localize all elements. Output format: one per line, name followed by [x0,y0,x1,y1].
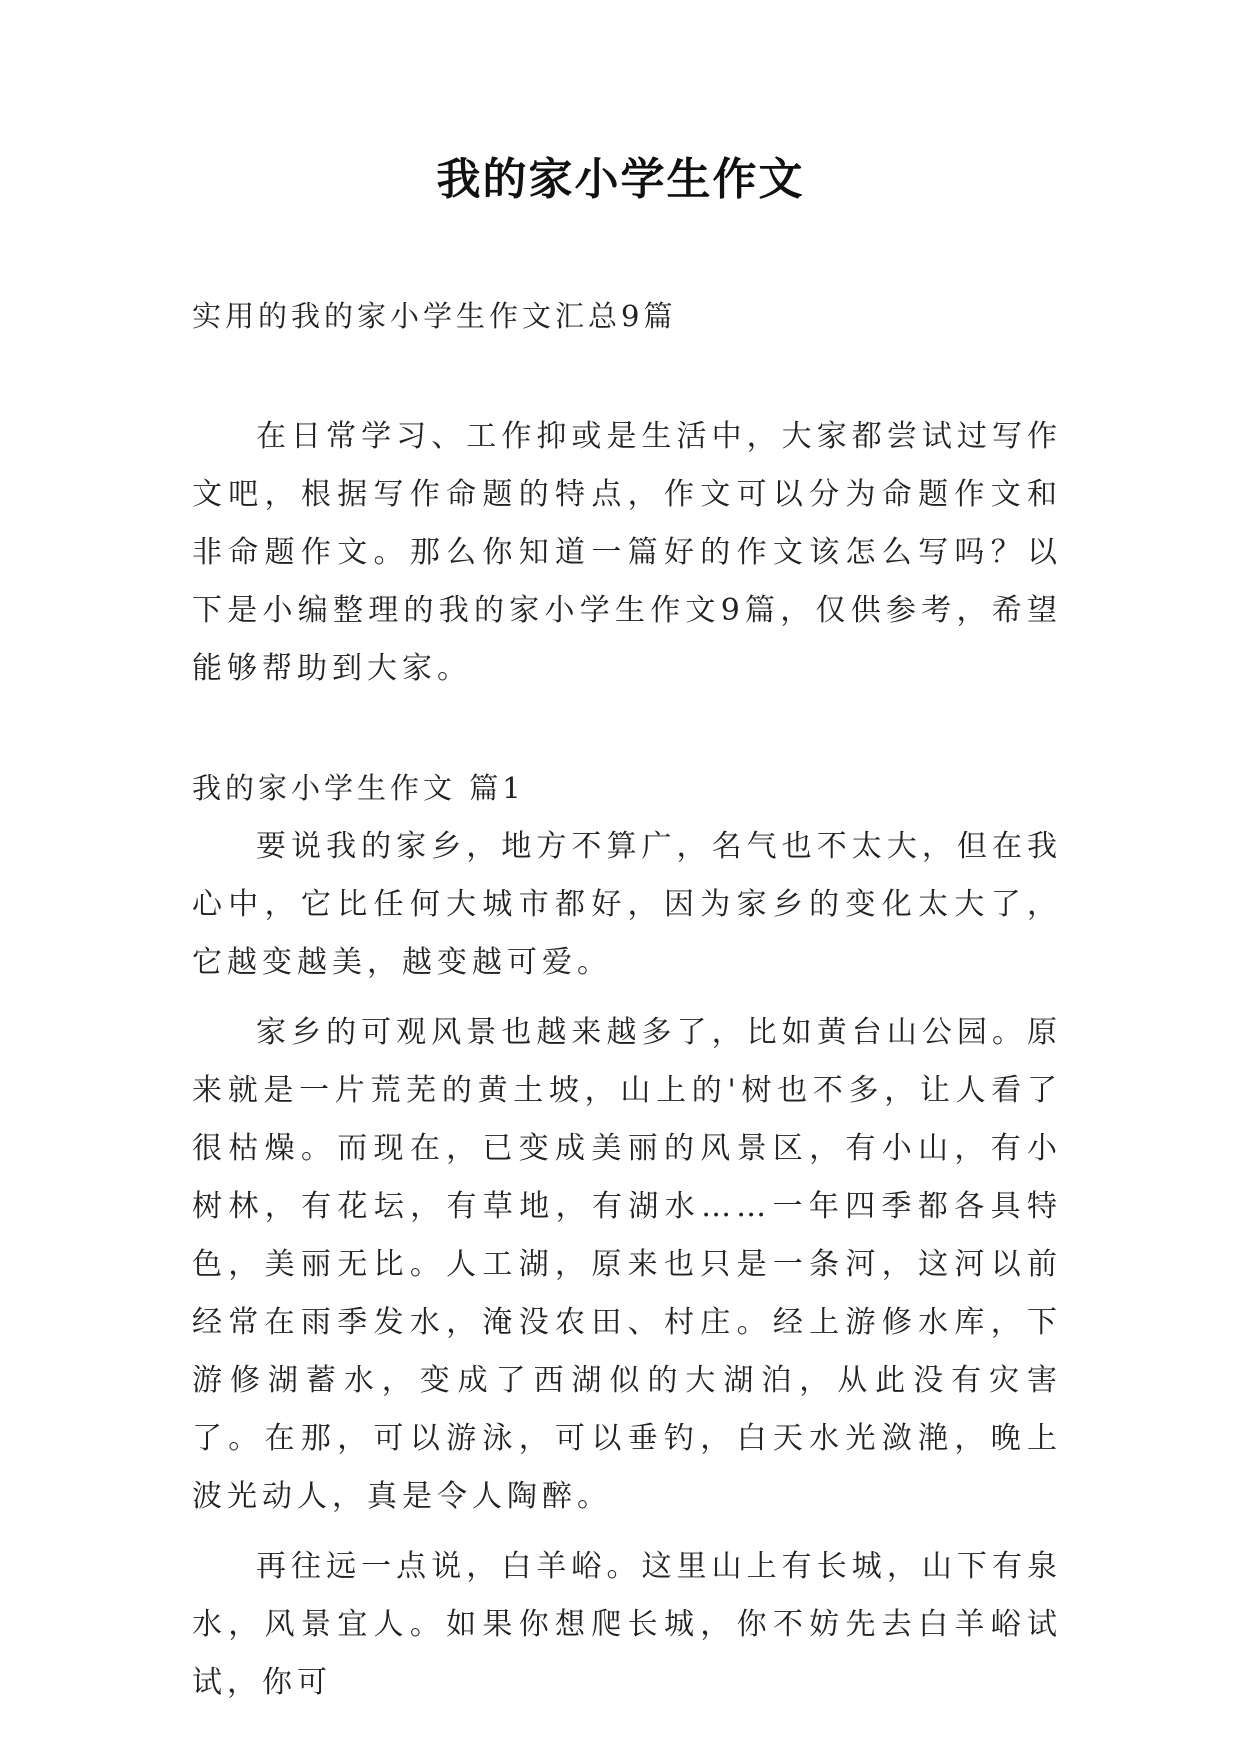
intro-paragraph: 在日常学习、工作抑或是生活中，大家都尝试过写作文吧，根据写作命题的特点，作文可以分为命题作文和非命题作文。那么你知道一篇好的作文该怎么写吗？以下是小编整理的我的家小学生作文9篇，仅供参考，希望能够帮助到大家。 [192,419,1062,686]
document-title: 我的家小学生作文 [436,154,805,205]
section-heading: 我的家小学生作文 篇1 [192,771,525,805]
article-paragraph: 再往远一点说，白羊峪。这里山上有长城，山下有泉水，风景宜人。如果你想爬长城，你不妨先去白羊峪试试，你可 [192,1549,1062,1700]
document-subtitle: 实用的我的家小学生作文汇总9篇 [192,299,677,333]
article-body [192,818,1062,1712]
article-paragraph: 家乡的可观风景也越来越多了，比如黄台山公园。原来就是一片荒芜的黄土坡，山上的'树也不多，让人看了很枯燥。而现在，已变成美丽的风景区，有小山，有小树林，有花坛，有草地，有湖水……一年四季都各具特色，美丽无比。人工湖，原来也只是一条河，这河以前经常在雨季发水，淹没农田、村庄。经上游修水库，下游修湖蓄水，变成了西湖似的大湖泊，从此没有灾害了。在那，可以游泳，可以垂钓，白天水光潋滟，晚上波光动人，真是令人陶醉。 [192,1015,1062,1514]
article-paragraph: 要说我的家乡，地方不算广，名气也不太大，但在我心中，它比任何大城市都好，因为家乡的变化太大了，它越变越美，越变越可爱。 [192,829,1062,980]
